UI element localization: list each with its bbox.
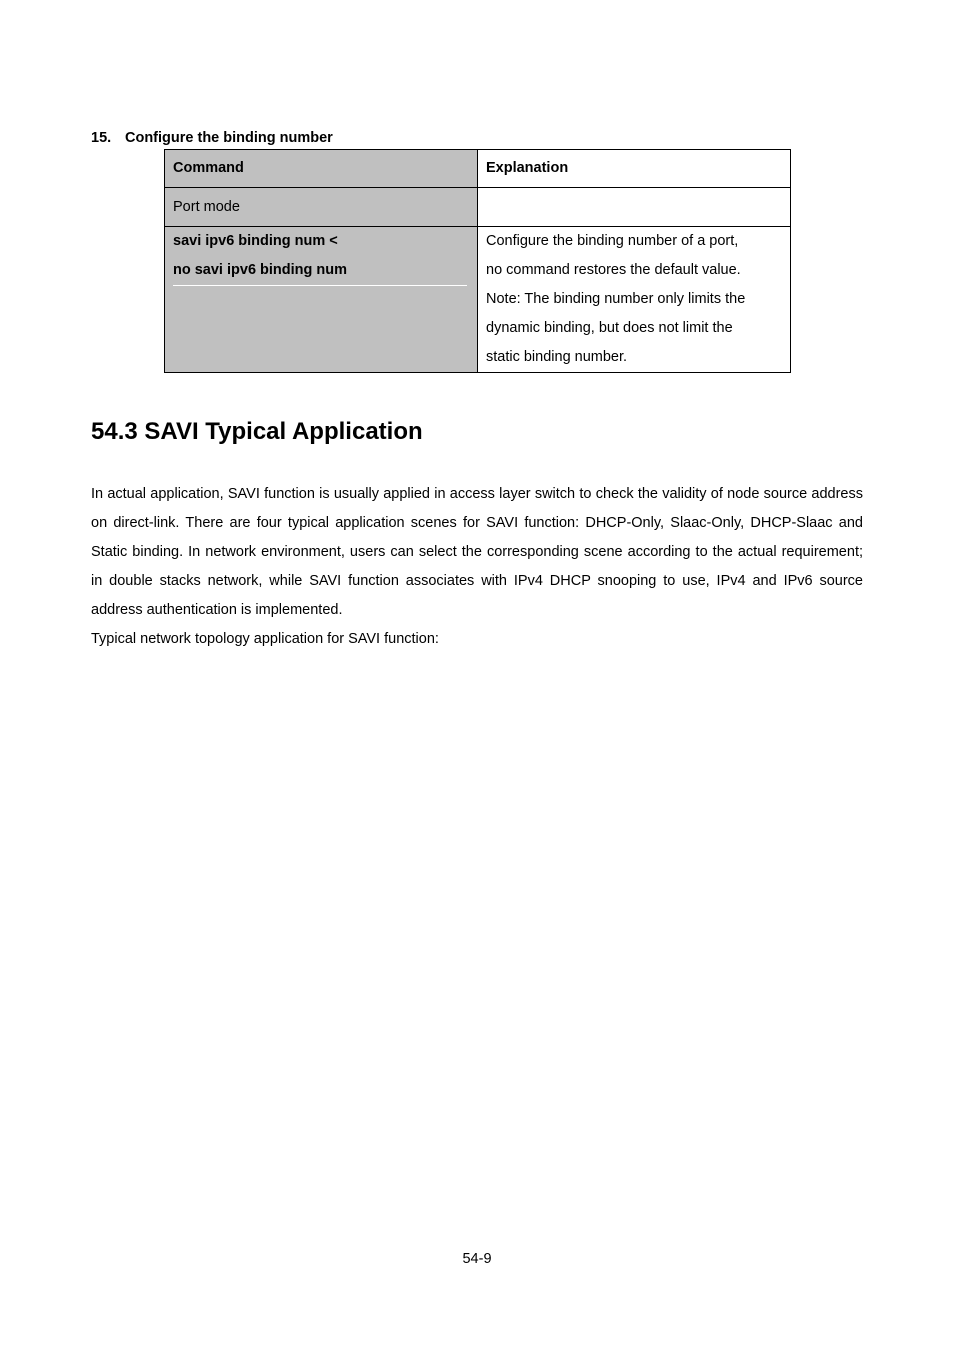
step-number: 15. [91,130,112,146]
table-row-mode [165,188,791,227]
command-line: savi ipv6 binding num < [173,233,338,249]
explanation-line: no command restores the default value. [486,262,741,278]
command-line: no savi ipv6 binding num [173,256,467,286]
header-explanation: Explanation [478,150,791,188]
explanation-line: Note: The binding number only limits the [486,291,746,307]
body-paragraph: In actual application, SAVI function is usually applied in access layer switch to check the validity of node source address on direct-link. There are four typical application scenes for SAVI function: DHCP-Only, Slaac-Only, DHCP-Slaac and Static binding. In network environment, users can select the corresponding scene according to the actual requirement; in double stacks network, while SAVI function associates with IPv4 DHCP snooping to use, IPv4 and IPv6 source address authentication is implemented. [91,486,863,618]
explanation-line: static binding number. [486,349,628,365]
explanation-line: Configure the binding number of a port, [486,233,739,249]
mode-cell: Port mode [165,188,478,227]
section-heading: 54.3 SAVI Typical Application [91,418,423,445]
command-table [164,149,791,373]
explanation-line: dynamic binding, but does not limit the [486,320,733,336]
table-row-command [165,227,791,373]
page-number: 54-9 [462,1251,492,1267]
step-heading [91,130,333,146]
topology-caption: Typical network topology application for SAVI function: [91,631,439,647]
command-cell [165,227,478,373]
mode-explanation-cell [478,188,791,227]
explanation-cell [478,227,791,373]
step-title: Configure the binding number [125,130,333,146]
header-command: Command [165,150,478,188]
table-header-row [165,150,791,188]
